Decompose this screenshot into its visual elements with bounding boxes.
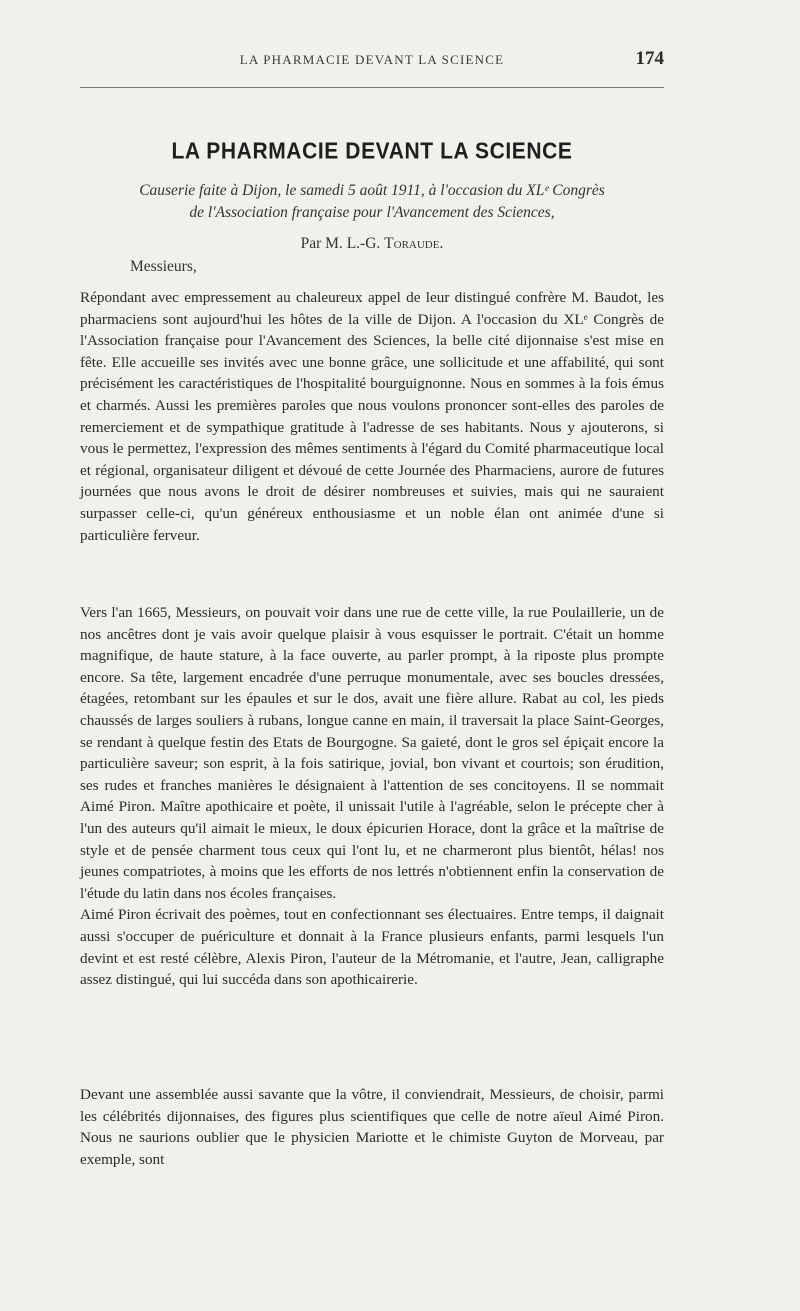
paragraph-text: Répondant avec empressement au chaleureux appel de leur distingué confrère M. Baudot, les pharmaciens sont aujourd'hui les hôtes de la ville de Dijon. A l'occasion du XLᵉ Congrès de l'Association française pour l'Avancement des Sciences, la belle cité dijonnaise s'est mise en fête. Elle accueille ses invités avec une bonne grâce, une sollicitude et une affabilité, qui sont précisément les caractéristiques de l'hospitalité bourguignonne. Nous en sommes à la fois émus et charmés. Aussi les premières paroles que nous voulons prononcer sont-elles des paroles de remerciement et de sympathique gratitude à l'adresse de ses habitants. Nous y ajouterons, si vous le permettez, l'expression des mêmes sentiments à l'égard du Comité pharmaceutique local et régional, organisateur diligent et dévoué de cette Journée des Pharmaciens, aurore de futures journées que nous avons le droit de désirer nombreuses et suivies, mais qui ne sauraient surpasser celle-ci, qu'un généreux enthousiasme et un noble élan ont animée d'une si particulière ferveur. bbox=[80, 289, 664, 544]
running-title: LA PHARMACIE DEVANT LA SCIENCE bbox=[239, 52, 505, 67]
article-subtitle bbox=[110, 180, 634, 224]
paragraph-text: Vers l'an 1665, Messieurs, on pouvait voir dans une rue de cette ville, la rue Poulaillerie, un de nos ancêtres dont je vais avoir quelque plaisir à vous esquisser le portrait. C'était un homme magnifique, de haute stature, à la face ouverte, au parler prompt, à la riposte plus prompte encore. Sa tête, largement encadrée d'une perruque monumentale, avec ses boucles dressées, étagées, retombant sur les épaules et sur le dos, avait une fière allure. Rabat au col, les pieds chaussés de larges souliers à rubans, longue canne en main, il traversait la place Saint-Georges, se rendant à quelque festin des Etats de Bourgogne. Sa gaieté, dont le gros sel épiçait encore la particulière saveur; son esprit, à la fois satirique, jovial, bon vivant et courtois; son érudition, ses rudes et franches manières le désignaient à l'attention de ses concitoyens. Il se nommait Aimé Piron. Maître apothicaire et poète, il unissait l'utile à l'agréable, selon le précepte cher à l'un des auteurs qu'il aimait le mieux, le doux épicurien Horace, dont la grâce et la maîtrise de style et de pensée charment tous ceux qui l'ont lu, et ne charmeront plus bientôt, hélas! nos jeunes compatriotes, à moins que les efforts de nos lettrés n'obtiennent enfin la conservation de l'étude du latin dans nos écoles françaises. bbox=[80, 604, 664, 902]
article-title: LA PHARMACIE DEVANT LA SCIENCE bbox=[171, 139, 573, 164]
paragraph-text: Devant une assemblée aussi savante que la vôtre, il conviendrait, Messieurs, de choisir, parmi les célébrités dijonnaises, des figures plus scientifiques que celle de notre aïeul Aimé Piron. Nous ne saurions oublier que le physicien Mariotte et le chimiste Guyton de Morveau, par exemple, sont bbox=[80, 1086, 664, 1168]
paragraph-text: Aimé Piron écrivait des poèmes, tout en confectionnant ses électuaires. Entre temps, il daignait aussi s'occuper de puériculture et donnait à la France plusieurs enfants, parmi lesquels l'un devint et est resté célèbre, Alexis Piron, l'auteur de la Métromanie, et l'autre, Jean, calligraphe assez distingué, qui lui succéda dans son apothicairerie. bbox=[80, 906, 664, 989]
byline bbox=[80, 235, 664, 253]
paragraph-4 bbox=[80, 1084, 664, 1170]
page-number: 174 bbox=[635, 48, 664, 69]
byline-prefix: Par M. L.-G. bbox=[300, 235, 385, 252]
paragraph-1 bbox=[80, 287, 664, 546]
paragraph-2-3 bbox=[80, 602, 664, 991]
subtitle-line-2: de l'Association française pour l'Avancement des Sciences, bbox=[189, 204, 555, 221]
header-rule bbox=[80, 87, 664, 88]
byline-author: Toraude. bbox=[384, 235, 444, 252]
subtitle-line-1: Causerie faite à Dijon, le samedi 5 août 1911, à l'occasion du XLᵉ Congrès bbox=[139, 182, 605, 199]
salutation: Messieurs, bbox=[130, 258, 197, 275]
